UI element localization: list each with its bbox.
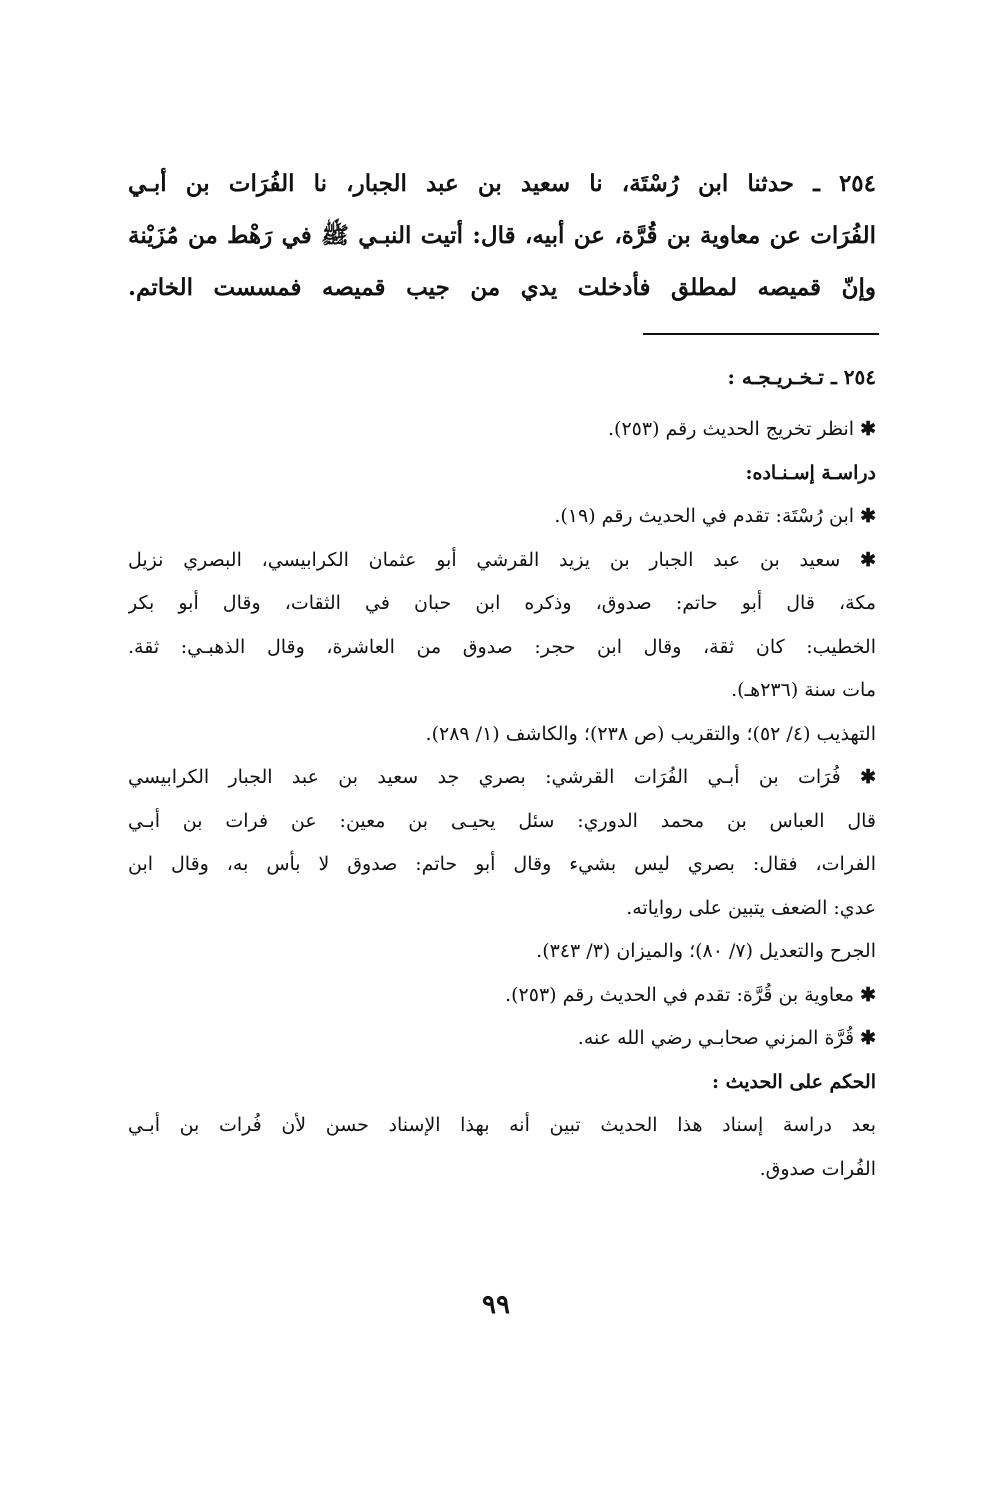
footnote-separator xyxy=(643,333,879,335)
section-heading-ruling: الحكم على الحديث : xyxy=(711,1070,876,1093)
bullet-icon: ✱ xyxy=(860,1027,876,1049)
commentary-line: ✱ انظر تخريج الحديث رقم (٢٥٣). xyxy=(608,418,876,440)
reference-line: التهذيب (٤/ ٥٢)؛ والتقريب (ص ٢٣٨)؛ والكاشف (١/ ٢٨٩). xyxy=(425,722,876,745)
commentary-line: ✱ فُرَات بن أبـي الفُرَات القرشي: بصري جد سعيد بن عبد الجبار الكرابيسي xyxy=(128,766,876,788)
commentary-line: مكة، قال أبو حاتم: صدوق، وذكره ابن حبان في الثقات، وقال أبو بكر xyxy=(128,592,876,614)
commentary-line: الفرات، فقال: بصري ليس بشيء وقال أبو حاتم: صدوق لا بأس به، وقال ابن xyxy=(128,853,876,875)
commentary-line: بعد دراسة إسناد هذا الحديث تبين أنه بهذا الإسناد حسن لأن فُرات بن أبـي xyxy=(128,1114,876,1136)
commentary-line: عدي: الضعف يتبين على رواياته. xyxy=(626,896,876,919)
bullet-icon: ✱ xyxy=(860,548,876,571)
commentary-line: ✱ قُرَّة المزني صحابـي رضي الله عنه. xyxy=(577,1027,876,1049)
commentary-line: الفُرات صدوق. xyxy=(759,1157,876,1180)
commentary-line: ✱ معاوية بن قُرَّة: تقدم في الحديث رقم (٢٥٣). xyxy=(505,983,876,1006)
bullet-icon: ✱ xyxy=(860,766,876,788)
takhrij-heading: ٢٥٤ ـ تـخـريـجـه : xyxy=(727,365,876,389)
hadith-line: الفُرَات عن معاوية بن قُرَّة، عن أبيه، قال: أتيت النبـي ﷺ في رَهْط من مُزَيْنة xyxy=(128,222,876,249)
commentary-line: الخطيب: كان ثقة، وقال ابن حجر: صدوق من العاشرة، وقال الذهبـي: ثقة. xyxy=(128,635,876,658)
hadith-line: ٢٥٤ ـ حدثنا ابن رُسْتَة، نا سعيد بن عبد الجبار، نا الفُرَات بن أبـي xyxy=(128,170,876,197)
page-number: ٩٩ xyxy=(482,1290,510,1320)
reference-line: الجرح والتعديل (٧/ ٨٠)؛ والميزان (٣/ ٣٤٣). xyxy=(536,940,876,962)
bullet-icon: ✱ xyxy=(860,983,876,1006)
bullet-icon: ✱ xyxy=(860,418,876,440)
hadith-line: وإنّ قميصه لمطلق فأدخلت يدي من جيب قميصه فمسست الخاتم. xyxy=(128,274,876,301)
commentary-line: ✱ ابن رُسْتَة: تقدم في الحديث رقم (١٩). xyxy=(554,505,876,527)
bullet-icon: ✱ xyxy=(860,505,876,527)
commentary xyxy=(128,408,876,1191)
hadith-text xyxy=(128,158,876,314)
section-heading-isnad: دراسـة إسـنـاده: xyxy=(745,461,876,484)
commentary-line: مات سنة (٢٣٦هـ). xyxy=(731,679,876,701)
commentary-line: ✱ سعيد بن عبد الجبار بن يزيد القرشي أبو عثمان الكرابيسي، البصري نزيل xyxy=(128,548,876,571)
commentary-line: قال العباس بن محمد الدوري: سئل يحيـى بن معين: عن فرات بن أبـي xyxy=(128,809,876,832)
